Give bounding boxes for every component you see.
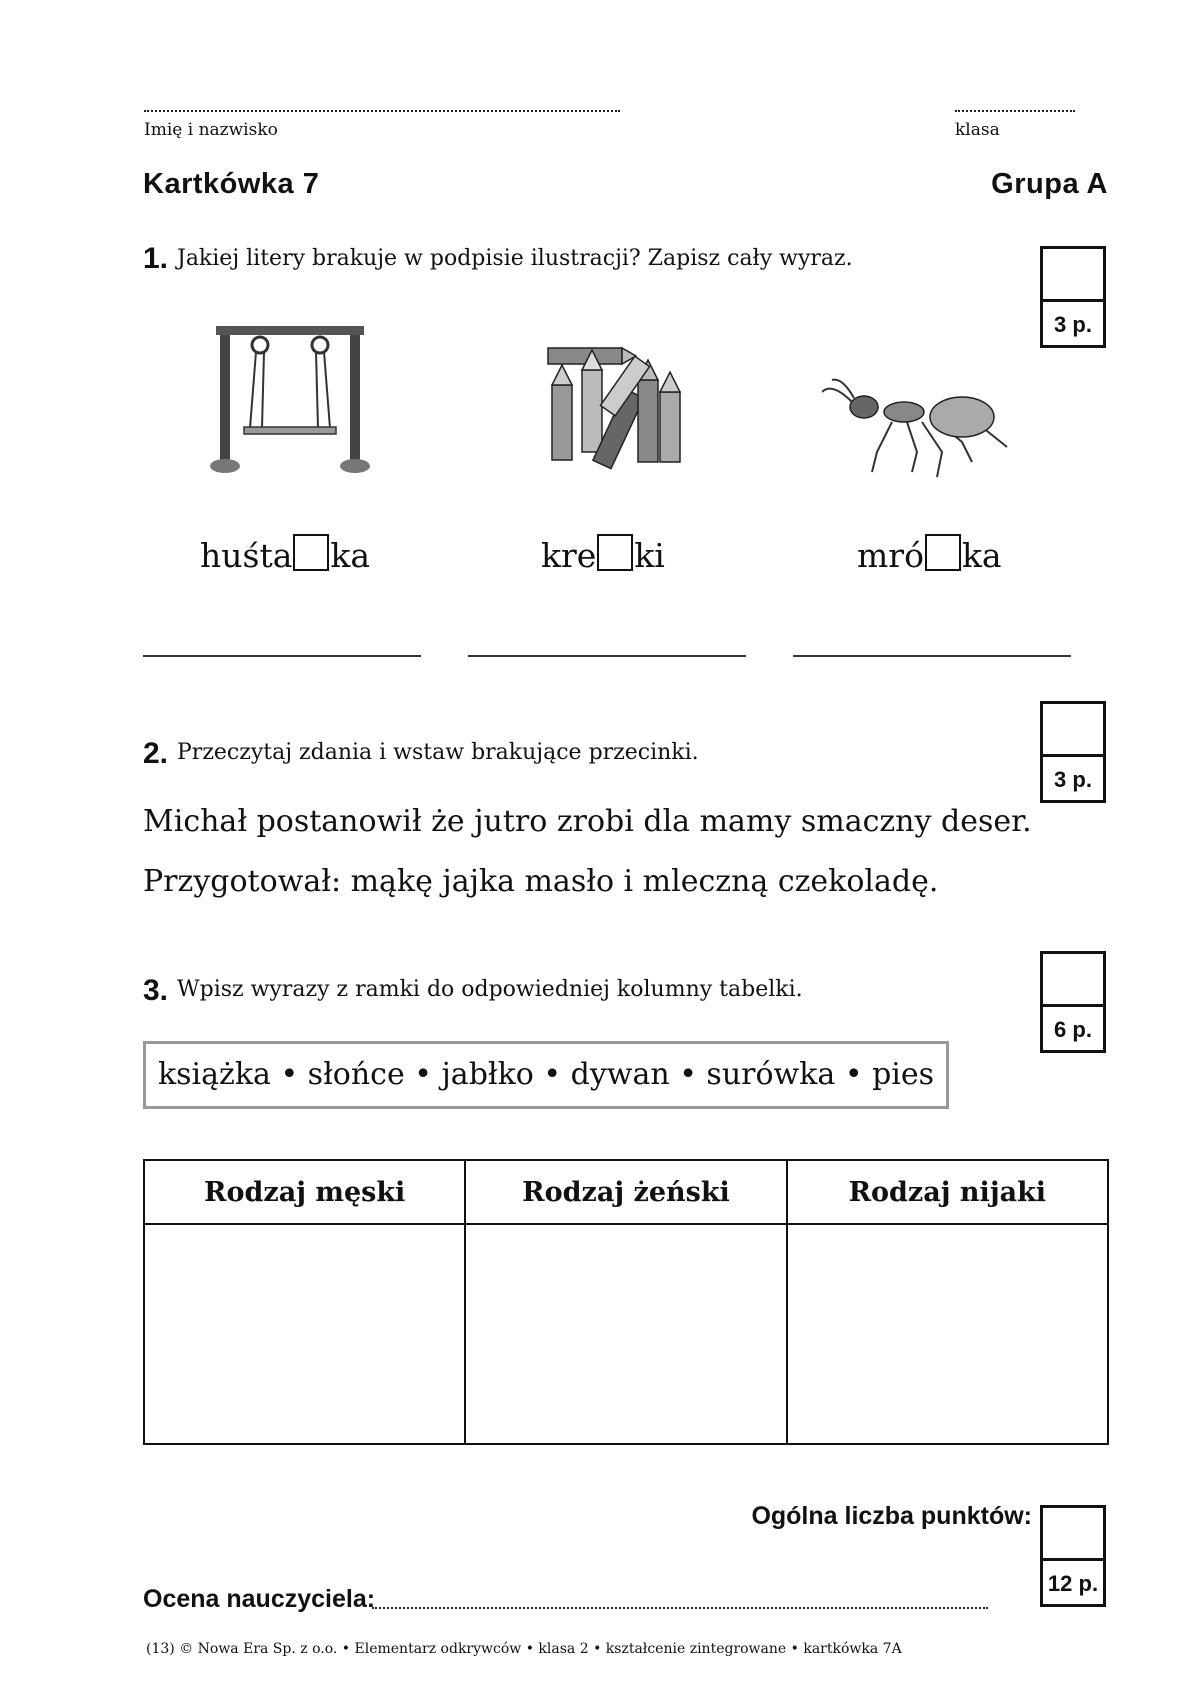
class-dotted-line[interactable] [955, 110, 1075, 112]
task1-instruction: Jakiej litery brakuje w podpisie ilustracji? Zapisz cały wyraz. [177, 246, 853, 271]
task3-instruction: Wpisz wyrazy z ramki do odpowiedniej kolumny tabelki. [177, 977, 803, 1002]
word-prefix: kre [541, 536, 597, 575]
word-swing [200, 534, 370, 575]
task2-number: 2. [143, 737, 169, 770]
answer-cell-feminine[interactable] [465, 1224, 786, 1444]
total-score-box[interactable] [1040, 1505, 1106, 1607]
answer-line-1[interactable] [143, 655, 421, 657]
word-crayons [541, 534, 665, 575]
name-label: Imię i nazwisko [144, 120, 278, 140]
column-header-feminine: Rodzaj żeński [465, 1160, 786, 1224]
max-points: 12 p. [1047, 1571, 1099, 1596]
word-prefix: huśta [200, 536, 293, 575]
swing-illustration [200, 318, 380, 478]
max-points: 3 p. [1054, 312, 1092, 337]
class-label: klasa [955, 120, 1000, 140]
total-points-label: Ogólna liczba punktów: [751, 1502, 1032, 1530]
teacher-grade-label: Ocena nauczyciela: [143, 1585, 376, 1613]
crayons-illustration [538, 330, 698, 480]
gender-table [143, 1159, 1109, 1445]
task2-instruction: Przeczytaj zdania i wstaw brakujące przecinki. [177, 740, 699, 765]
group-label: Grupa A [991, 168, 1108, 200]
task3-score-box[interactable] [1040, 951, 1106, 1053]
task3-number: 3. [143, 974, 169, 1007]
task1-number: 1. [143, 242, 169, 275]
footer-copyright: (13) © Nowa Era Sp. z o.o. • Elementarz odkrywców • klasa 2 • kształcenie zintegrowane • kartkówka 7A [146, 1641, 902, 1657]
sentence-1: Michał postanowił że jutro zrobi dla mamy smaczny deser. [143, 804, 1032, 839]
ant-illustration [822, 372, 1012, 482]
column-header-masculine: Rodzaj męski [144, 1160, 465, 1224]
sentence-2: Przygotował: mąkę jajka masło i mleczną czekoladę. [143, 864, 939, 899]
missing-letter-box[interactable] [925, 534, 961, 571]
word-suffix: ki [634, 536, 665, 575]
task1-score-box[interactable] [1040, 246, 1106, 348]
page-title: Kartkówka 7 [143, 168, 320, 200]
answer-cell-masculine[interactable] [144, 1224, 465, 1444]
missing-letter-box[interactable] [293, 534, 329, 571]
max-points: 3 p. [1054, 767, 1092, 792]
missing-letter-box[interactable] [597, 534, 633, 571]
score-input-area[interactable] [1043, 954, 1103, 1007]
answer-cell-neuter[interactable] [787, 1224, 1108, 1444]
task2-score-box[interactable] [1040, 701, 1106, 803]
word-prefix: mró [857, 536, 924, 575]
teacher-grade-line[interactable] [372, 1607, 988, 1609]
answer-line-3[interactable] [793, 655, 1071, 657]
score-input-area[interactable] [1043, 1508, 1103, 1561]
column-header-neuter: Rodzaj nijaki [787, 1160, 1108, 1224]
score-input-area[interactable] [1043, 704, 1103, 757]
name-dotted-line[interactable] [144, 110, 620, 112]
word-suffix: ka [330, 536, 371, 575]
score-input-area[interactable] [1043, 249, 1103, 302]
answer-line-2[interactable] [468, 655, 746, 657]
word-box: książka • słońce • jabłko • dywan • surówka • pies [143, 1041, 949, 1109]
max-points: 6 p. [1054, 1017, 1092, 1042]
word-suffix: ka [961, 536, 1002, 575]
word-ant [857, 534, 1002, 575]
